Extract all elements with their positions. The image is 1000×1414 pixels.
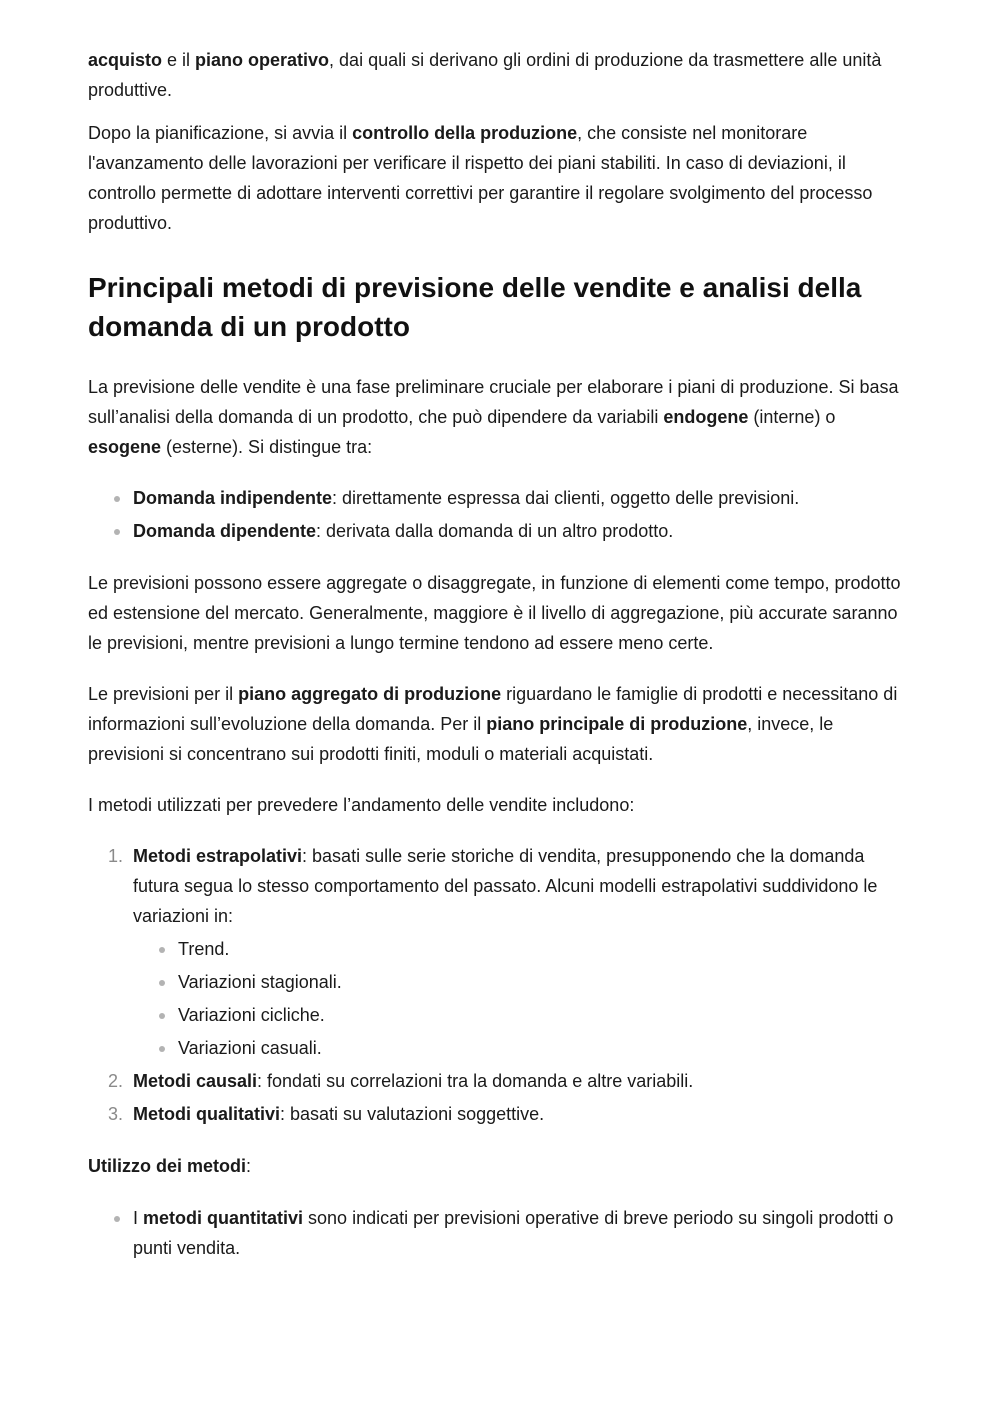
text-span: Dopo la pianificazione, si avvia il — [88, 123, 353, 143]
list-item: Trend. — [133, 934, 912, 964]
list-item — [88, 516, 912, 546]
list-item — [88, 841, 912, 1063]
paragraph-production-orders — [88, 45, 912, 105]
section-heading: Principali metodi di previsione delle vendite e analisi della domanda di un prodotto — [88, 272, 862, 342]
list-item: Variazioni stagionali. — [133, 967, 912, 997]
bold-term: piano aggregato di produzione — [238, 684, 502, 704]
bold-term: Metodi qualitativi — [133, 1104, 281, 1124]
text-span: : basati su valutazioni soggettive. — [280, 1104, 545, 1124]
text-span: , che consiste nel monitorare l'avanzamento delle lavorazioni per verificare il rispetto dei piani stabiliti. In caso di deviazioni, il controllo permette di adottare interventi correttivi per garantire il regolare svolgimento del processo produttivo. — [88, 123, 873, 233]
bold-term: metodi quantitativi — [143, 1208, 304, 1228]
bold-term: Metodi estrapolativi — [133, 846, 303, 866]
paragraph-plans — [88, 679, 912, 769]
usage-list — [88, 1203, 912, 1263]
variations-list — [133, 934, 912, 1063]
list-number: 1. — [108, 846, 124, 866]
text-span: : derivata dalla domanda di un altro prodotto. — [316, 521, 674, 541]
paragraph-production-control — [88, 118, 912, 238]
bold-term: piano operativo — [195, 50, 330, 70]
text-span: (interne) o — [748, 407, 836, 427]
text-span: riguardano le famiglie di prodotti e necessitano di informazioni sull’evoluzione della domanda. Per il — [88, 684, 898, 734]
demand-type-list — [88, 483, 912, 546]
bold-term: Domanda indipendente — [133, 488, 333, 508]
text-span: (esterne). Si distingue tra: — [161, 437, 373, 457]
bold-term: Domanda dipendente — [133, 521, 317, 541]
text-span: : basati sulle serie storiche di vendita, presupponendo che la domanda futura segua lo stesso comportamento del passato. Alcuni modelli estrapolativi suddividono le variazioni in: — [133, 846, 878, 926]
bold-term: Metodi causali — [133, 1071, 258, 1091]
bold-term: acquisto — [88, 50, 163, 70]
list-number: 2. — [108, 1071, 124, 1091]
paragraph-methods-intro: I metodi utilizzati per prevedere l’andamento delle vendite includono: — [88, 795, 635, 815]
text-span: : fondati su correlazioni tra la domanda e altre variabili. — [257, 1071, 694, 1091]
text-span: e il — [162, 50, 196, 70]
forecast-methods-list — [88, 841, 912, 1129]
list-item: Variazioni cicliche. — [133, 1000, 912, 1030]
text-span: La previsione delle vendite è una fase preliminare cruciale per elaborare i piani di produzione. Si basa sull’analisi della domanda di un prodotto, che può dipendere da variabili — [88, 377, 899, 427]
list-item — [88, 1203, 912, 1263]
text-span: Le previsioni per il — [88, 684, 239, 704]
list-item — [88, 1099, 912, 1129]
list-number: 3. — [108, 1104, 124, 1124]
text-span: : — [246, 1156, 252, 1176]
paragraph-sales-forecast — [88, 372, 912, 462]
text-span: I — [133, 1208, 144, 1228]
usage-heading — [88, 1151, 912, 1181]
paragraph-aggregation: Le previsioni possono essere aggregate o disaggregate, in funzione di elementi come tempo, prodotto ed estensione del mercato. Generalmente, maggiore è il livello di aggregazione, più accurate saranno le previsioni, mentre previsioni a lungo termine tendono ad essere meno certe. — [88, 573, 901, 653]
list-item — [88, 483, 912, 513]
bold-term: esogene — [88, 437, 162, 457]
list-item: Variazioni casuali. — [133, 1033, 912, 1063]
bold-term: piano principale di produzione — [486, 714, 748, 734]
list-item — [88, 1066, 912, 1096]
bold-term: controllo della produzione — [352, 123, 578, 143]
bold-term: Utilizzo dei metodi — [88, 1156, 247, 1176]
text-span: : direttamente espressa dai clienti, oggetto delle previsioni. — [332, 488, 800, 508]
text-span: , invece, le previsioni si concentrano sui prodotti finiti, moduli o materiali acquistati. — [88, 714, 834, 764]
text-span: sono indicati per previsioni operative di breve periodo su singoli prodotti o punti vendita. — [133, 1208, 894, 1258]
text-span: , dai quali si derivano gli ordini di produzione da trasmettere alle unità produttive. — [88, 50, 882, 100]
bold-term: endogene — [663, 407, 749, 427]
